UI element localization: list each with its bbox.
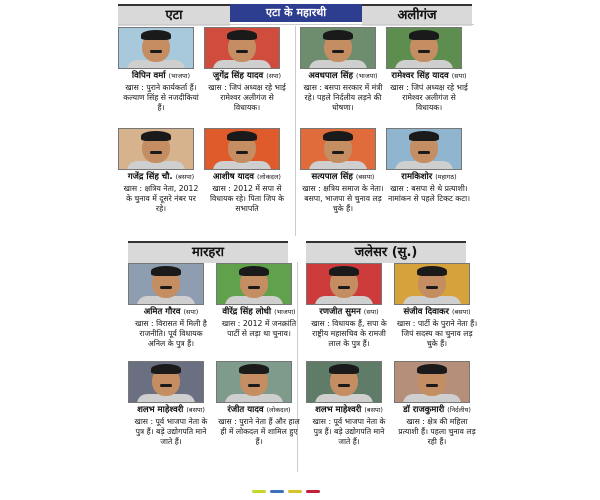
candidate-description: खास : पार्टी के पुराने नेता हैं। जिपं सदस्य का चुनाव लड़ चुके हैं। (396, 319, 478, 348)
candidate-photo (394, 263, 470, 305)
candidate-description: खास : बसपा सरकार में मंत्री रहे। पहले निर्दलीय लड़ने की घोषणा। (303, 83, 383, 112)
candidate-name-text: संजीव दिवाकर (403, 307, 450, 317)
candidate-party: (बसपा) (452, 308, 471, 316)
candidate-name (118, 171, 204, 183)
candidate-photo (306, 263, 382, 305)
candidate-name-text: विपिन वर्मा (131, 71, 166, 81)
candidate-name (204, 171, 290, 183)
candidate-card (300, 128, 385, 228)
candidate-card (386, 27, 471, 127)
candidate-card (386, 128, 471, 228)
candidate-name-text: गजेंद्र सिंह चौ. (127, 172, 173, 182)
section-jalesar (306, 241, 466, 263)
candidate-card (128, 361, 213, 461)
candidate-name (216, 306, 302, 318)
candidate-party: (सपा) (451, 72, 467, 80)
candidate-card (128, 263, 213, 363)
candidate-card (306, 361, 391, 461)
candidate-name-text: जुगेंद्र सिंह यादव (212, 71, 264, 81)
candidate-description: खास : 2012 में सपा से विधायक रहे। पिता जिप के सभापति (210, 184, 284, 213)
candidate-party: (लोकदल) (266, 406, 291, 414)
section-marhara (128, 241, 288, 263)
candidate-name (128, 404, 214, 416)
page-dot (252, 490, 266, 493)
candidate-name (128, 306, 214, 318)
candidate-name-text: रंजीत यादव (227, 405, 264, 415)
candidate-card (216, 263, 301, 363)
candidate-name (386, 171, 472, 183)
candidate-description: खास : क्षत्रिय समाज के नेता। बसपा, भाजपा से चुनाव लड़ चुके हैं। (302, 184, 384, 213)
candidate-party: (बसपा) (355, 173, 375, 181)
candidate-description: खास : जिपं अध्यक्ष रहे भाई रामेश्वर अलीगंज से विधायक। (208, 83, 286, 112)
candidate-party: (महागठ) (435, 173, 457, 181)
page-dot (306, 490, 320, 493)
candidate-photo (128, 263, 204, 305)
candidate-photo (394, 361, 470, 403)
candidate-party: (भाजपा) (274, 308, 296, 316)
candidate-card (118, 27, 203, 127)
page-dot (288, 490, 302, 493)
candidate-name (394, 306, 480, 318)
candidate-photo (216, 263, 292, 305)
candidate-photo (128, 361, 204, 403)
candidate-card (306, 263, 391, 363)
candidate-name-text: रामकिशोर (401, 172, 433, 182)
candidate-party: (भाजपा) (356, 72, 378, 80)
divider-top (118, 24, 474, 25)
candidate-name-text: अवधपाल सिंह (308, 71, 354, 81)
candidate-photo (300, 128, 376, 170)
candidate-description: खास : बसपा से थे प्रत्याशी। नामांकन से पहले टिकट कटा। (388, 184, 470, 203)
candidate-name-text: सत्यपाल सिंह (311, 172, 353, 182)
candidate-photo (300, 27, 376, 69)
candidate-card (216, 361, 301, 461)
candidate-description: खास : क्षत्रिय नेता, 2012 के चुनाव में दूसरे नंबर पर रहे। (123, 184, 199, 213)
header-bar-aliganj (362, 4, 472, 26)
candidate-card (204, 128, 289, 228)
candidate-name (386, 70, 472, 82)
candidate-description: खास : पूर्व भाजपा नेता के पुत्र हैं। बड़े उद्योगपति माने जाते हैं। (312, 417, 386, 446)
divider-middle-top (295, 26, 296, 236)
candidate-description: खास : क्षेत्र की महिला प्रत्याशी हैं। पहला चुनाव लड़ रही हैं। (398, 417, 476, 446)
header-banner: एटा के महारथी (230, 4, 362, 22)
candidate-photo (386, 27, 462, 69)
candidate-description: खास : विरासत में मिली है राजनीति। पूर्व विधायक अनिल के पुत्र हैं। (135, 319, 207, 348)
candidate-name-text: डॉ राजकुमारी (403, 405, 445, 415)
candidate-card (118, 128, 203, 228)
candidate-name-text: आशीष यादव (213, 172, 254, 182)
candidate-card (204, 27, 289, 127)
header-right-title: अलीगंज (397, 8, 437, 23)
candidate-name (300, 70, 386, 82)
candidate-name (118, 70, 204, 82)
header-left-title: एटा (165, 8, 183, 23)
candidate-name-text: शलभ माहेश्वरी (137, 405, 184, 415)
candidate-card (300, 27, 385, 127)
candidate-card (394, 361, 479, 461)
header-bar-eta (118, 4, 230, 26)
candidate-photo (118, 27, 194, 69)
candidate-description: खास : जिपं अध्यक्ष रहे भाई रामेश्वर अलीगंज से विधायक। (390, 83, 468, 112)
candidate-party: (लोकदल) (256, 173, 281, 181)
candidate-name-text: शलभ माहेश्वरी (315, 405, 362, 415)
candidate-party: (सपा) (183, 308, 199, 316)
candidate-name-text: अमित गौरव (143, 307, 181, 317)
candidate-name (306, 404, 392, 416)
candidate-photo (386, 128, 462, 170)
candidate-name (204, 70, 290, 82)
candidate-photo (118, 128, 194, 170)
candidate-name-text: वीरेंद्र सिंह लोधी (222, 307, 272, 317)
candidate-name (394, 404, 480, 416)
section-jalesar-title: जलेसर (सु.) (354, 245, 418, 260)
candidate-party: (बसपा) (364, 406, 383, 414)
page-dots (252, 490, 352, 494)
candidate-name (300, 171, 386, 183)
candidate-party: (सपा) (363, 308, 379, 316)
candidate-party: (बसपा) (186, 406, 205, 414)
candidate-photo (216, 361, 292, 403)
candidate-party: (बसपा) (175, 173, 195, 181)
candidate-photo (306, 361, 382, 403)
candidate-card (394, 263, 479, 363)
candidate-name-text: रणजीत सुमन (319, 307, 361, 317)
candidate-description: खास : पुराने कार्यकर्ता हैं। कल्याण सिंह से नजदीकियां हैं। (123, 83, 199, 112)
candidate-party: (सपा) (266, 72, 282, 80)
candidate-description: खास : पुराने नेता हैं और हाल ही में लोकदल में शामिल हुए हैं। (218, 417, 300, 446)
candidate-name (306, 306, 392, 318)
candidate-photo (204, 27, 280, 69)
candidate-name (216, 404, 302, 416)
page-dot (270, 490, 284, 493)
candidate-photo (204, 128, 280, 170)
candidate-party: (निर्दलीय) (447, 406, 471, 414)
candidate-description: खास : विधायक हैं, सपा के राष्ट्रीय महासचिव के रामजी लाल के पुत्र हैं। (311, 319, 387, 348)
candidate-description: खास : 2012 में जनक्रांति पार्टी से लड़ा था चुनाव। (221, 319, 297, 338)
candidate-party: (भाजपा) (168, 72, 191, 80)
section-marhara-title: मारहरा (191, 245, 225, 260)
candidate-description: खास : पूर्व भाजपा नेता के पुत्र हैं। बड़े उद्योगपति माने जाते हैं। (134, 417, 208, 446)
candidate-name-text: रामेश्वर सिंह यादव (391, 71, 449, 81)
